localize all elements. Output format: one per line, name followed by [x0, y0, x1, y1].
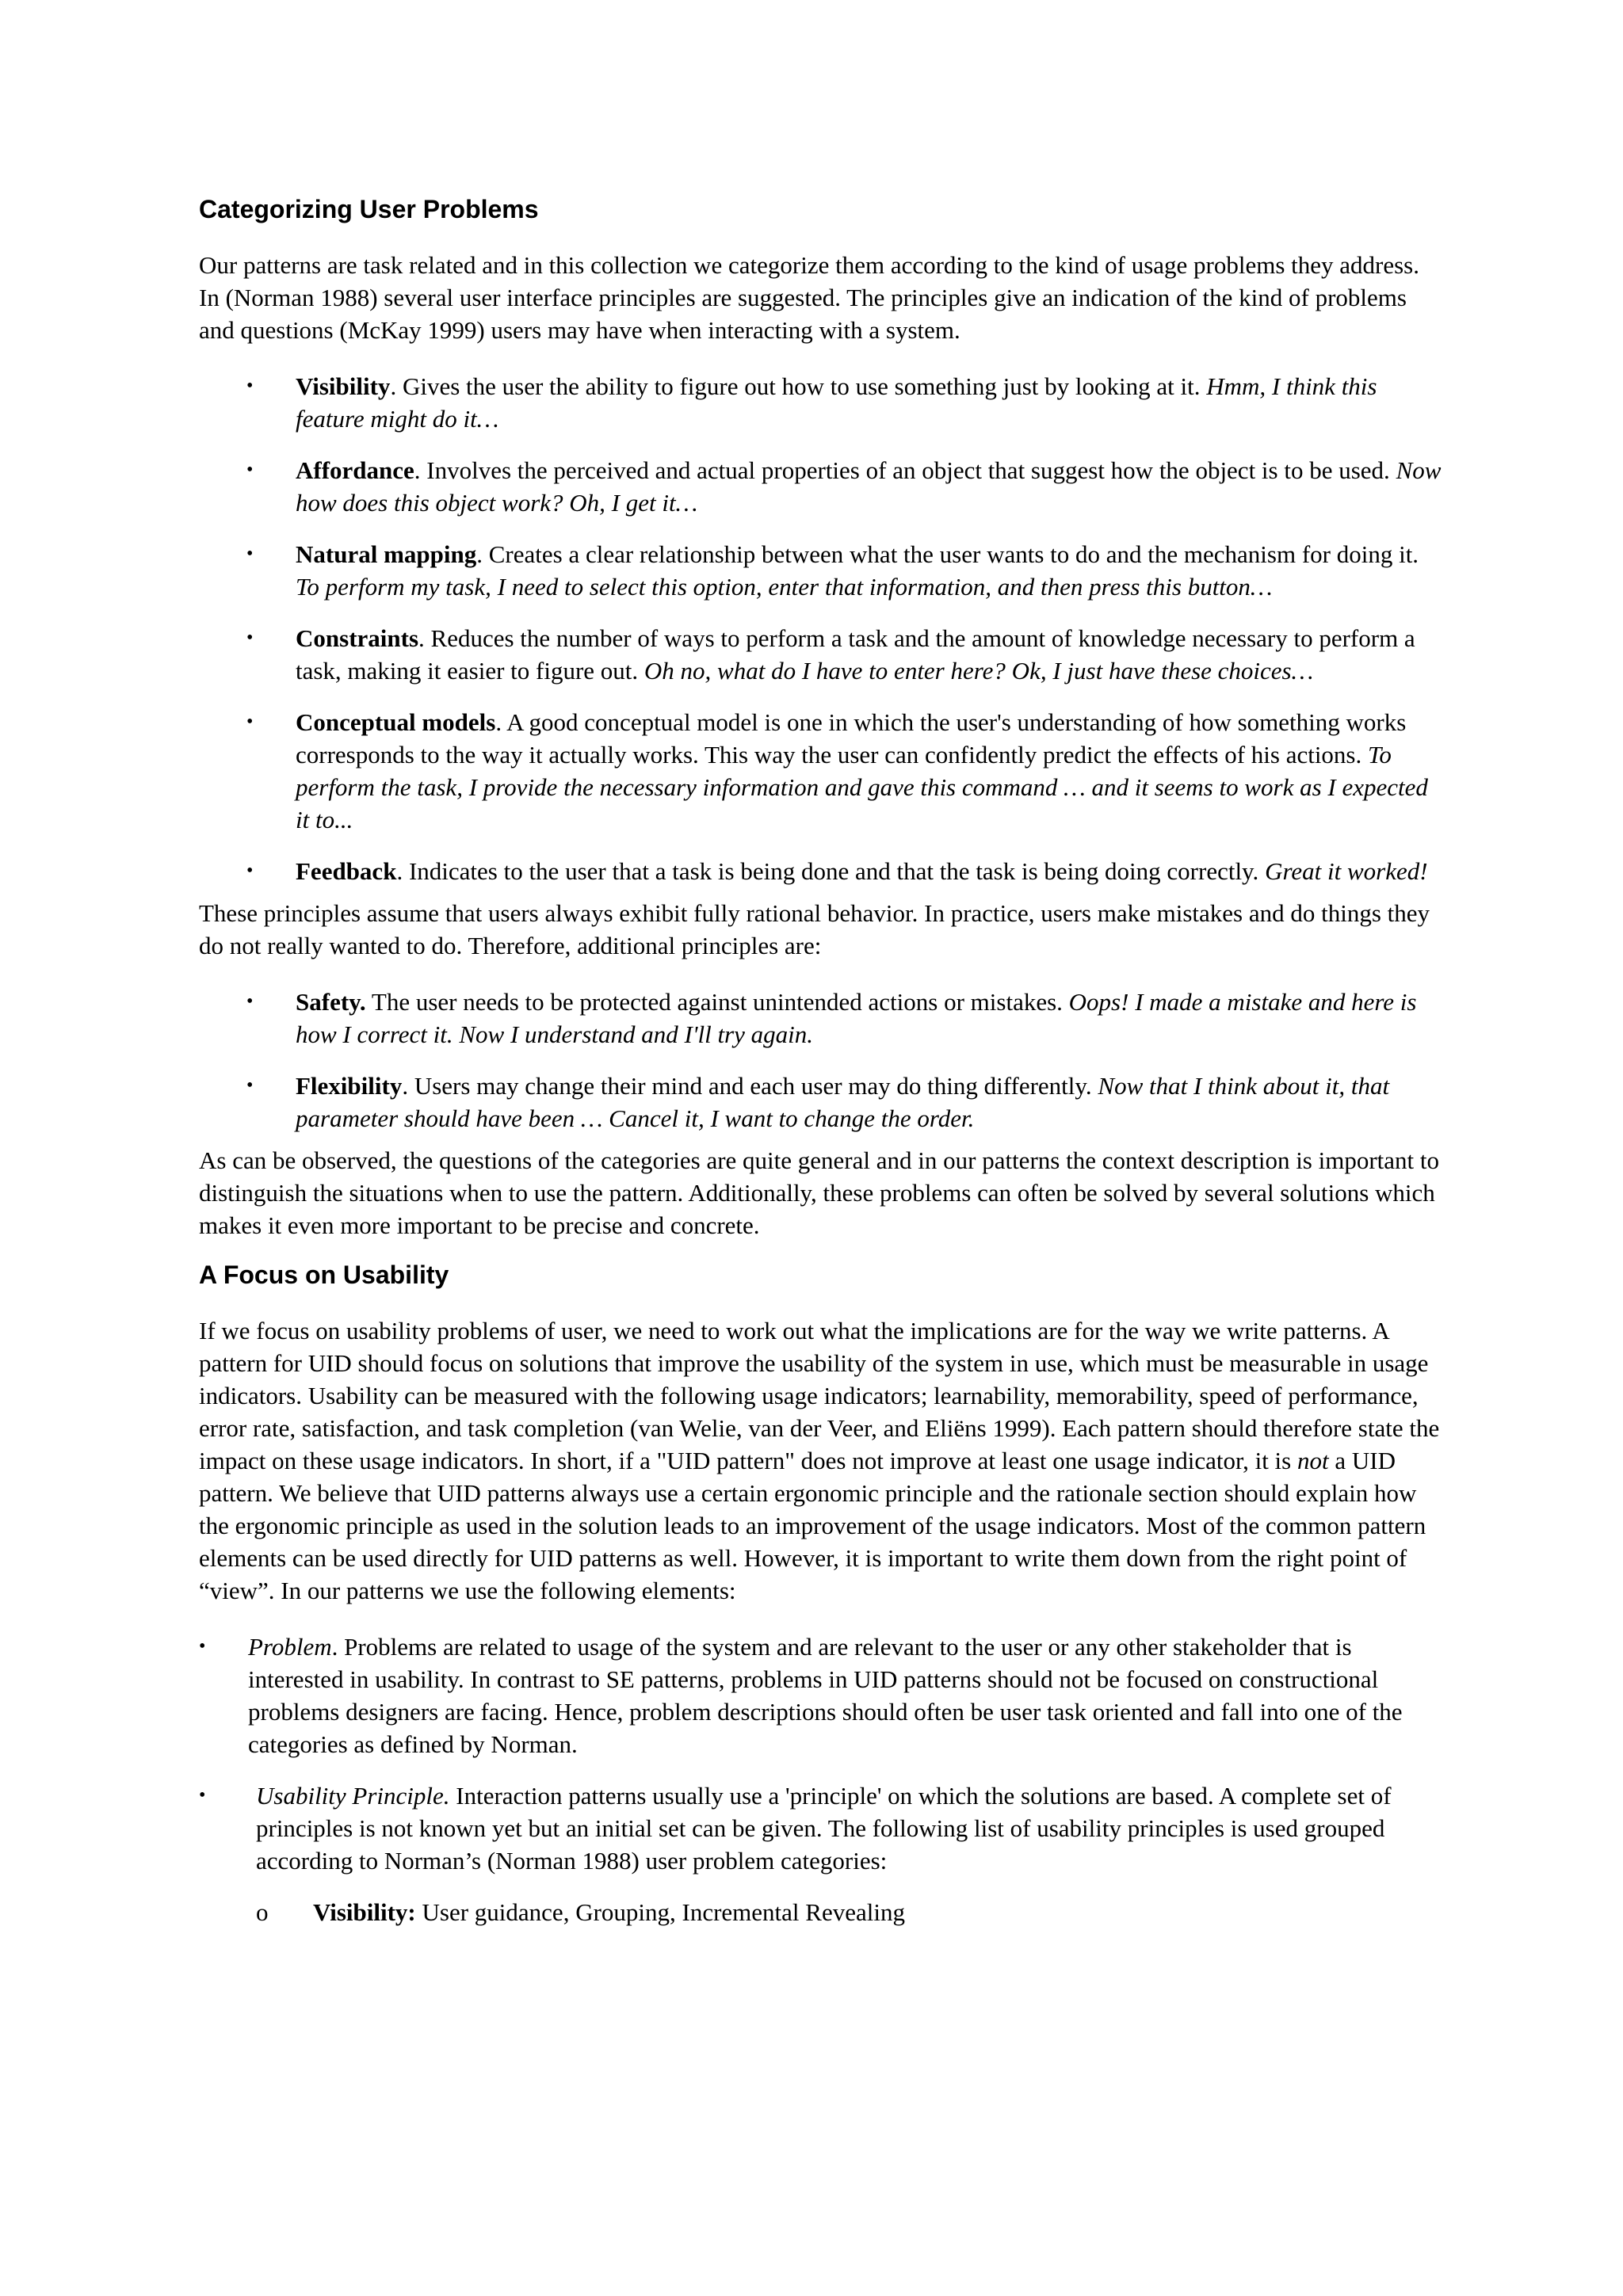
conclusion-paragraph: As can be observed, the questions of the categories are quite general and in our patterns the context description is important to distinguish the situations when to use the pattern. Additionally, these problems can often be solved by several solutions which makes it even more important to be precise and concrete. [199, 1146, 1440, 1239]
description: . Involves the perceived and actual properties of an object that suggest how the object is to be used. [414, 456, 1396, 484]
bullet-icon: • [246, 1075, 254, 1096]
description: . Gives the user the ability to figure out how to use something just by looking at it. [390, 372, 1207, 400]
term: Natural mapping [296, 540, 477, 568]
description: . Problems are related to usage of the system and are relevant to the user or any other stakeholder that is interested in usability. In contrast to SE patterns, problems in UID patterns should not be focused on constructional problems designers are facing. Hence, problem descriptions should often be user task oriented and fall into one of the categories as defined by Norman. [248, 1633, 1403, 1758]
user-quote: Oh no, what do I have to enter here? Ok, I just have these choices… [643, 657, 1314, 685]
term: Conceptual models [296, 708, 496, 736]
user-quote: To perform my task, I need to select this option, enter that information, and then press this button… [296, 573, 1273, 601]
additional-principles-list [199, 986, 1443, 1135]
term: Affordance [296, 456, 414, 484]
usability-principle-sublist [256, 1896, 1443, 1928]
term: Constraints [296, 624, 419, 652]
circle-bullet-icon: o [256, 1898, 269, 1926]
term: Safety. [296, 988, 366, 1016]
rationality-paragraph: These principles assume that users always exhibit fully rational behavior. In practice, users make mistakes and do things they do not really wanted to do. Therefore, additional principles are: [199, 899, 1430, 959]
description: . Users may change their mind and each user may do thing differently. [402, 1072, 1098, 1100]
term: Flexibility [296, 1072, 403, 1100]
description: . A good conceptual model is one in which the user's understanding of how something works corresponds to the way it actually works. This way the user can confidently predict the effects of his actions. [296, 708, 1407, 769]
list-item-visibility [199, 370, 1443, 435]
term: Problem [248, 1633, 332, 1661]
term: Usability Principle. [256, 1782, 450, 1810]
principles-list [199, 370, 1443, 887]
list-item-affordance [199, 454, 1443, 519]
paragraph-text: If we focus on usability problems of user, we need to work out what the implications are for the way we write patterns. A pattern for UID should focus on solutions that improve the usability of the system in use, which must be measurable in usage indicators. Usability can be measured with the following usage indicators; learnability, memorability, speed of performance, error rate, satisfaction, and task completion (van Welie, van der Veer, and Eliëns 1999). Each pattern should therefore state the impact on these usage indicators. In short, if a "UID pattern" does not improve at least one usage indicator, it is [199, 1317, 1440, 1474]
term: Feedback [296, 857, 397, 885]
list-item-natural-mapping [199, 538, 1443, 603]
bullet-icon: • [199, 1636, 206, 1657]
description: . Indicates to the user that a task is being done and that the task is being doing correctly. [396, 857, 1266, 885]
pattern-elements-list [199, 1630, 1443, 1928]
sub-item-visibility [256, 1896, 1443, 1928]
usability-paragraph [199, 1314, 1443, 1607]
description: User guidance, Grouping, Incremental Revealing [415, 1898, 905, 1926]
user-quote: Great it worked! [1265, 857, 1428, 885]
paragraph-text-continued: a UID pattern. We believe that UID patterns always use a certain ergonomic principle and the rationale section should explain how the ergonomic principle as used in the solution leads to an improvement of the usage indicators. Most of the common pattern elements can be used directly for UID patterns as well. However, it is important to write them down from the right point of “view”. In our patterns we use the following elements: [199, 1447, 1426, 1604]
list-item-flexibility [199, 1070, 1443, 1135]
bullet-icon: • [199, 1785, 206, 1806]
intro-paragraph: Our patterns are task related and in this collection we categorize them according to the kind of usage problems they address. In (Norman 1988) several user interface principles are suggested. The principles give an indication of the kind of problems and questions (McKay 1999) users may have when interacting with a system. [199, 251, 1419, 344]
user-quote: Hmm, I think this feature might do it… [296, 372, 1377, 433]
section-heading-usability: A Focus on Usability [199, 1261, 449, 1289]
description: The user needs to be protected against unintended actions or mistakes. [365, 988, 1069, 1016]
bullet-icon: • [246, 460, 254, 480]
bullet-icon: • [246, 860, 254, 881]
bullet-icon: • [246, 376, 254, 396]
section-heading-categorizing: Categorizing User Problems [199, 195, 539, 223]
emphasis-not: not [1296, 1447, 1329, 1474]
description: Interaction patterns usually use a 'principle' on which the solutions are based. A complete set of principles is not known yet but an initial set can be given. The following list of usability principles is used grouped according to Norman’s (Norman 1988) user problem categories: [256, 1782, 1392, 1875]
description: . Creates a clear relationship between what the user wants to do and the mechanism for doing it. [476, 540, 1419, 568]
user-quote: Now how does this object work? Oh, I get it… [296, 456, 1442, 517]
list-item-safety [199, 986, 1443, 1051]
user-quote: Oops! I made a mistake and here is how I correct it. Now I understand and I'll try again. [296, 988, 1417, 1048]
list-item-problem [199, 1630, 1443, 1760]
term: Visibility: [313, 1898, 416, 1926]
bullet-icon: • [246, 711, 254, 732]
user-quote: Now that I think about it, that parameter should have been … Cancel it, I want to change the order. [296, 1072, 1390, 1132]
list-item-constraints [199, 622, 1443, 687]
page-content [199, 193, 1443, 1947]
bullet-icon: • [246, 991, 254, 1012]
user-quote: To perform the task, I provide the necessary information and gave this command … and it seems to work as I expected it to... [296, 741, 1428, 833]
bullet-icon: • [246, 627, 254, 648]
list-item-usability-principle [199, 1779, 1443, 1928]
term: Visibility [296, 372, 391, 400]
bullet-icon: • [246, 543, 254, 564]
list-item-feedback [199, 855, 1443, 887]
list-item-conceptual-models [199, 706, 1443, 836]
description: . Reduces the number of ways to perform a task and the amount of knowledge necessary to perform a task, making it easier to figure out. [296, 624, 1415, 685]
